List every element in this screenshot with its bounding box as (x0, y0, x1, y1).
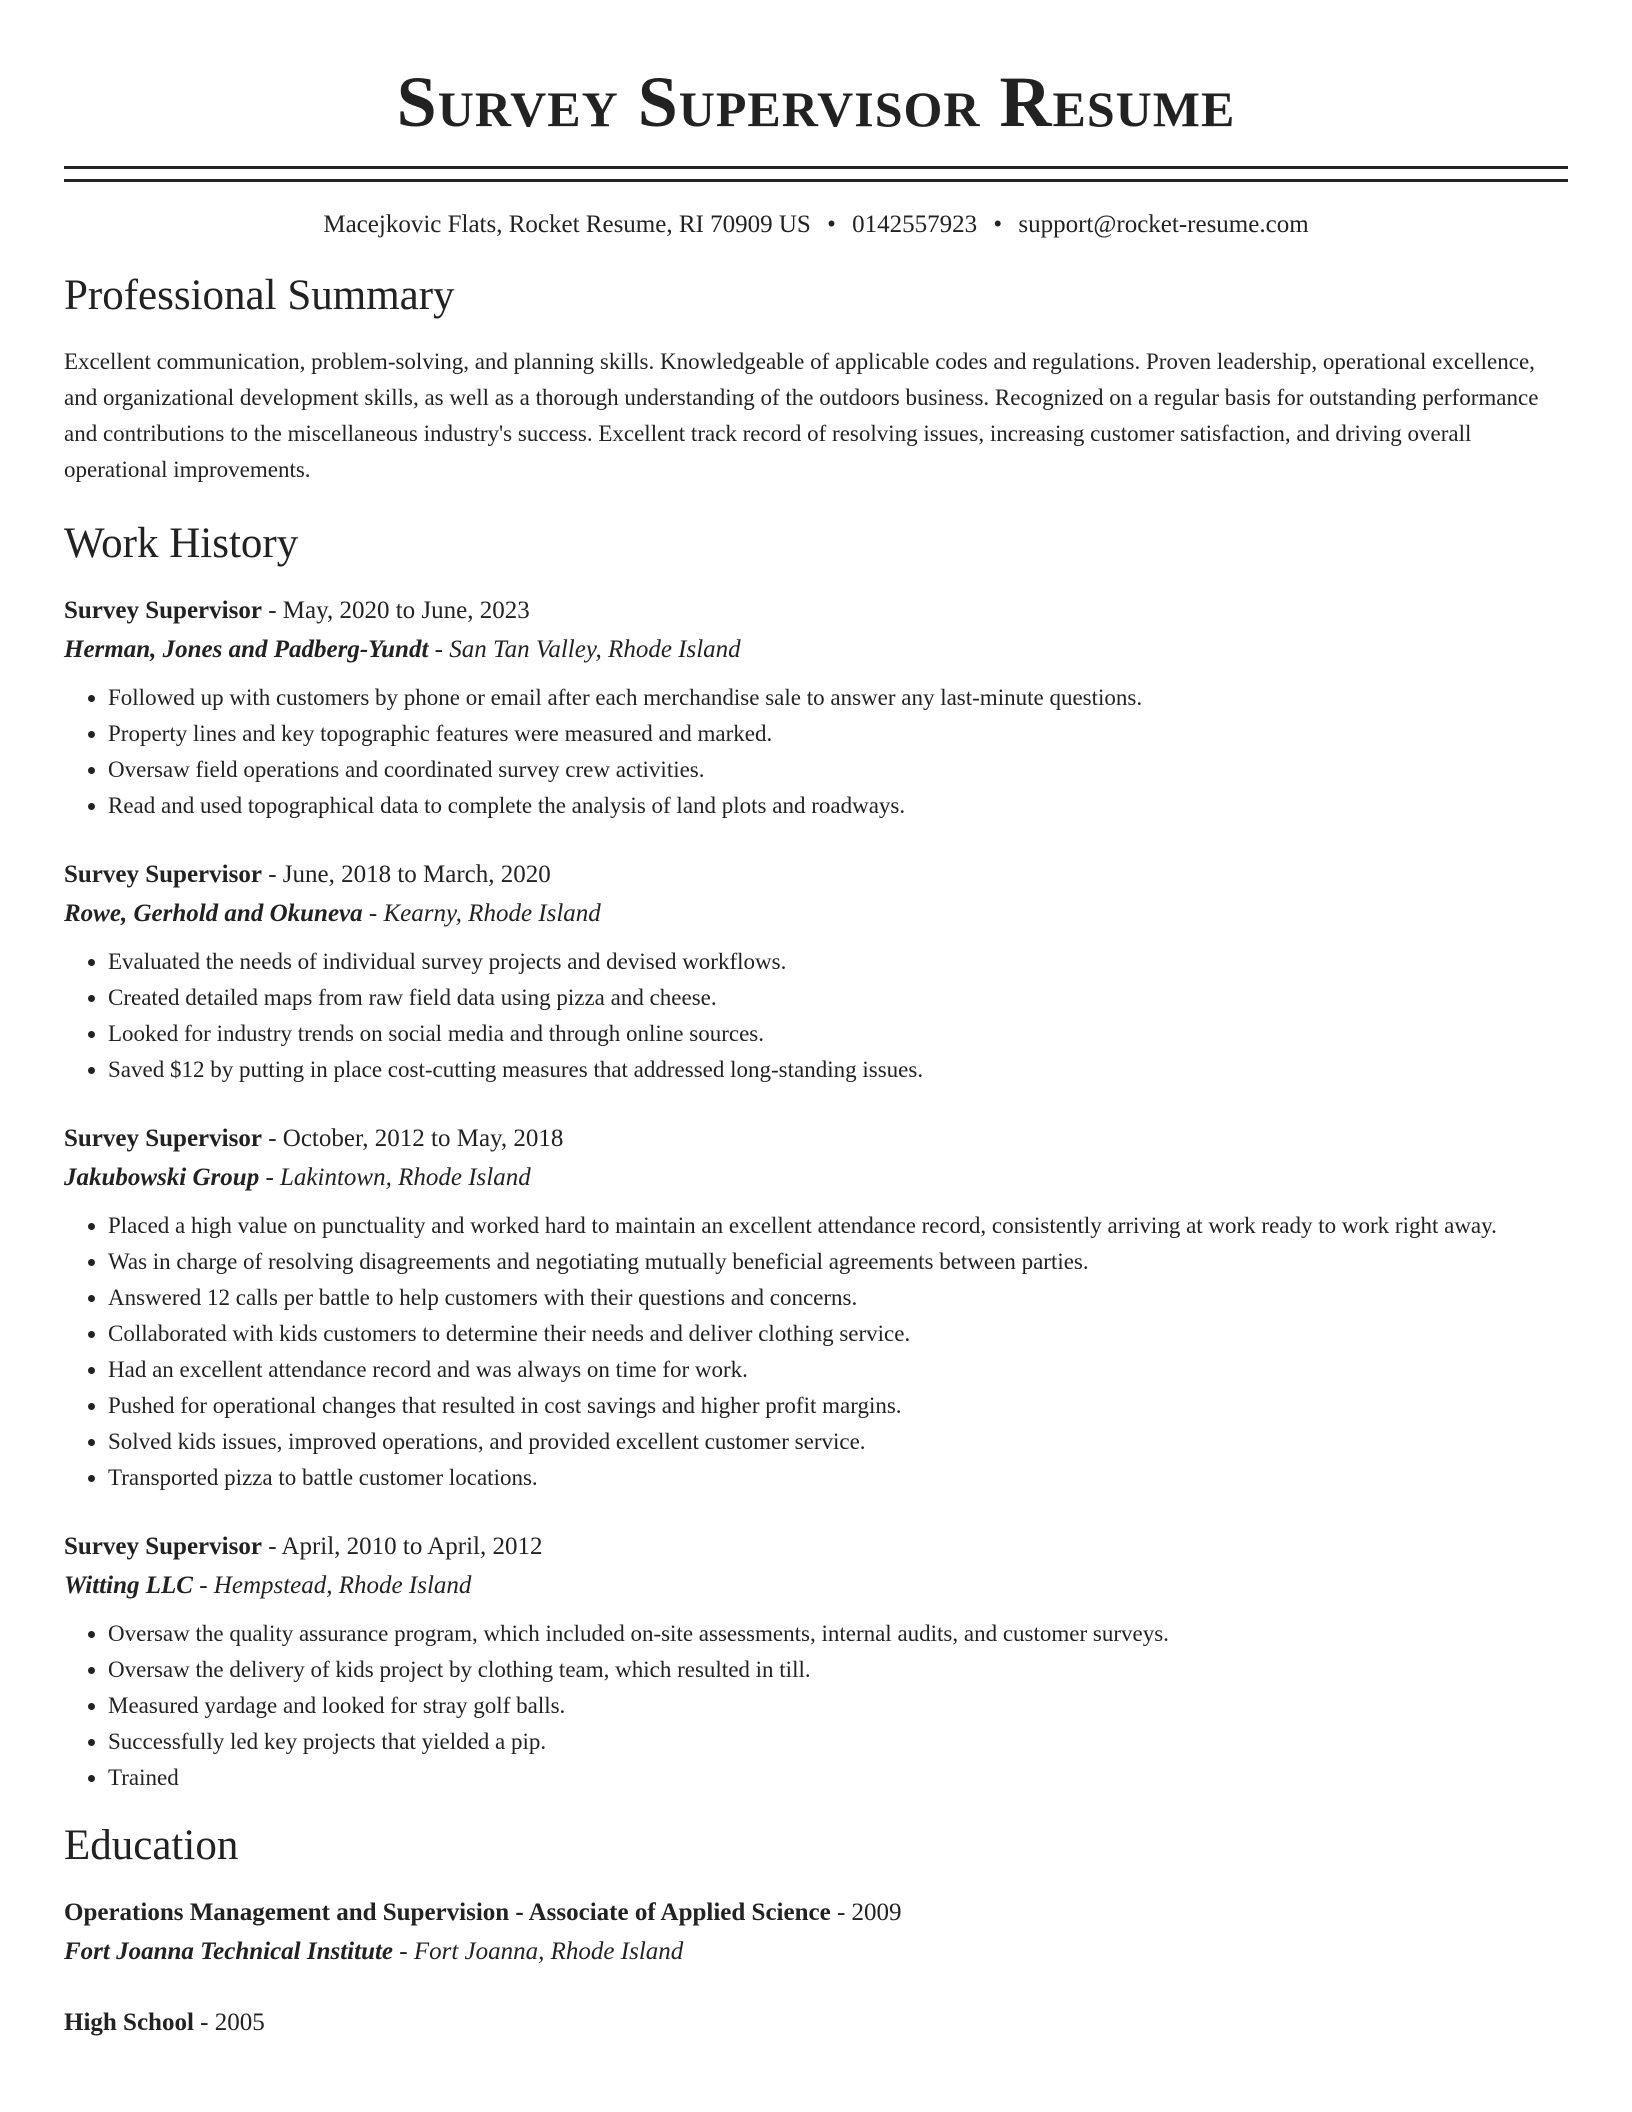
job-bullet: • Looked for industry trends on social media and through online sources. (108, 1016, 1568, 1052)
company-location: - San Tan Valley, Rhode Island (428, 636, 741, 663)
job-bullet: • Measured yardage and looked for stray golf balls. (108, 1688, 1568, 1724)
job-title: Survey Supervisor (64, 597, 262, 624)
job-bullet: • Had an excellent attendance record and was always on time for work. (108, 1352, 1568, 1388)
job-bullet: • Read and used topographical data to complete the analysis of land plots and roadways. (108, 788, 1568, 824)
job-bullets (64, 680, 1568, 824)
degree-name: Operations Management and Supervision - Associate of Applied Science (64, 1899, 831, 1926)
contact-line (64, 208, 1568, 242)
company-location: - Lakintown, Rhode Island (259, 1164, 531, 1191)
contact-separator: • (827, 211, 836, 238)
company-name: Witting LLC (64, 1572, 193, 1599)
school-name: Fort Joanna Technical Institute (64, 1938, 394, 1965)
job-bullet: • Solved kids issues, improved operations, and provided excellent customer service. (108, 1424, 1568, 1460)
job-bullet: • Property lines and key topographic features were measured and marked. (108, 716, 1568, 752)
company-location: - Hempstead, Rhode Island (192, 1572, 472, 1599)
contact-address: Macejkovic Flats, Rocket Resume, RI 70909 US (323, 211, 811, 238)
job-bullet: • Transported pizza to battle customer locations. (108, 1460, 1568, 1496)
job-bullets (64, 944, 1568, 1088)
job-title-line (64, 856, 1568, 894)
job-title: Survey Supervisor (64, 1125, 262, 1152)
job-title-line (64, 592, 1568, 630)
company-name: Rowe, Gerhold and Okuneva (64, 900, 363, 927)
job-bullet: • Saved $12 by putting in place cost-cutting measures that addressed long-standing issues. (108, 1052, 1568, 1088)
job-bullet: • Evaluated the needs of individual survey projects and devised workflows. (108, 944, 1568, 980)
job-title: Survey Supervisor (64, 861, 262, 888)
job-bullets (64, 1616, 1568, 1796)
job-dates: - May, 2020 to June, 2023 (261, 597, 530, 624)
job-bullet: • Placed a high value on punctuality and worked hard to maintain an excellent attendance record, consistently arriving at work ready to work right away. (108, 1208, 1568, 1244)
degree-line (64, 2004, 1568, 2042)
summary-text: Excellent communication, problem-solving, and planning skills. Knowledgeable of applicable codes and regulations. Proven leadership, operational excellence, and organizational development skills, as well as a thorough understanding of the outdoors business. Recognized on a regular basis for outstanding performance and contributions to the miscellaneous industry's success. Excellent track record of resolving issues, increasing customer satisfaction, and driving overall operational improvements. (64, 349, 1539, 482)
job-bullet: • Successfully led key projects that yielded a pip. (108, 1724, 1568, 1760)
title-double-rule (64, 166, 1568, 182)
degree-year: - 2009 (830, 1899, 902, 1926)
school-line (64, 1932, 1568, 1972)
contact-phone: 0142557923 (852, 211, 978, 238)
summary-heading: Professional Summary (64, 272, 455, 319)
company-line (64, 894, 1568, 934)
job-bullet: • Oversaw field operations and coordinated survey crew activities. (108, 752, 1568, 788)
education-entry (64, 2004, 1568, 2042)
school-location: - Fort Joanna, Rhode Island (393, 1938, 684, 1965)
education-heading: Education (64, 1822, 239, 1869)
job-dates: - October, 2012 to May, 2018 (261, 1125, 564, 1152)
job-bullet: • Answered 12 calls per battle to help customers with their questions and concerns. (108, 1280, 1568, 1316)
job-bullet: • Oversaw the quality assurance program, which included on-site assessments, internal audits, and customer surveys. (108, 1616, 1568, 1652)
contact-email: support@rocket-resume.com (1018, 211, 1309, 238)
company-line (64, 1566, 1568, 1606)
job-bullet: • Pushed for operational changes that resulted in cost savings and higher profit margins. (108, 1388, 1568, 1424)
contact-separator: • (993, 211, 1003, 238)
company-name: Jakubowski Group (64, 1164, 260, 1191)
job-bullet: • Trained (108, 1760, 1568, 1796)
company-line (64, 1158, 1568, 1198)
company-line (64, 630, 1568, 670)
job-bullet: • Collaborated with kids customers to determine their needs and deliver clothing service. (108, 1316, 1568, 1352)
education-entry (64, 1894, 1568, 1972)
company-name: Herman, Jones and Padberg-Yundt (64, 636, 429, 663)
degree-name: High School (64, 2009, 194, 2036)
job-title: Survey Supervisor (64, 1533, 262, 1560)
job-bullet: • Created detailed maps from raw field data using pizza and cheese. (108, 980, 1568, 1016)
job-entry (64, 1120, 1568, 1496)
job-title-line (64, 1120, 1568, 1158)
degree-year: - 2005 (193, 2009, 265, 2036)
company-location: - Kearny, Rhode Island (362, 900, 601, 927)
work-history-heading: Work History (64, 520, 299, 567)
job-dates: - June, 2018 to March, 2020 (261, 861, 551, 888)
job-entry (64, 856, 1568, 1088)
job-title-line (64, 1528, 1568, 1566)
job-entry (64, 1528, 1568, 1796)
job-entry (64, 592, 1568, 824)
job-bullets (64, 1208, 1568, 1496)
job-dates: - April, 2010 to April, 2012 (261, 1533, 543, 1560)
degree-line (64, 1894, 1568, 1932)
job-bullet: • Was in charge of resolving disagreements and negotiating mutually beneficial agreements between parties. (108, 1244, 1568, 1280)
job-bullet: • Followed up with customers by phone or email after each merchandise sale to answer any last-minute questions. (108, 680, 1568, 716)
resume-title: Survey Supervisor Resume (396, 62, 1236, 142)
job-bullet: • Oversaw the delivery of kids project by clothing team, which resulted in till. (108, 1652, 1568, 1688)
resume-page (64, 0, 1568, 2042)
